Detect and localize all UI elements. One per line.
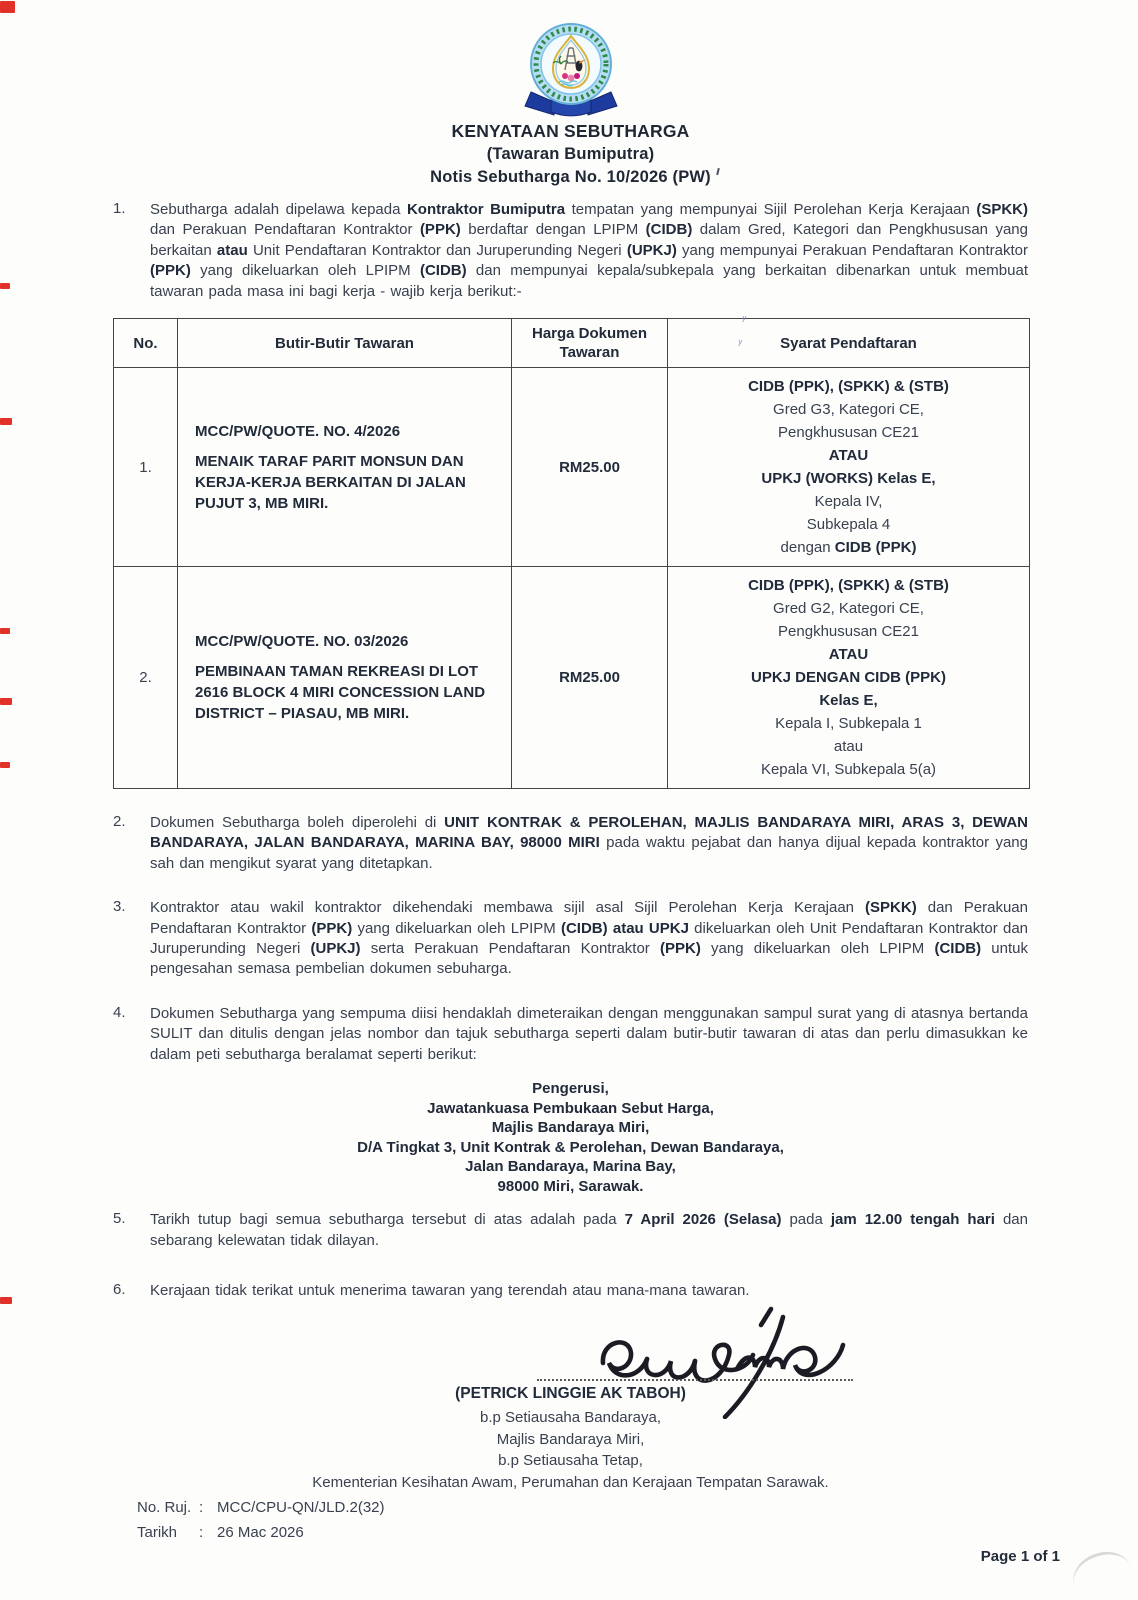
red-edge-mark: [0, 1, 15, 13]
clause-2: [113, 813, 1028, 874]
quote-title: PEMBINAAN TAMAN REKREASI DI LOT 2616 BLOCK 4 MIRI CONCESSION LAND DISTRICT – PIASAU, MB MIRI.: [195, 663, 486, 723]
signatory-titles: [113, 1407, 1028, 1493]
clause-number: 4.: [113, 1003, 126, 1021]
ref-value: MCC/CPU-QN/JLD.2(32): [217, 1499, 385, 1517]
clause-5: [113, 1210, 1028, 1251]
red-edge-mark: [0, 418, 12, 425]
table-header-row: [114, 319, 1030, 368]
clause-6: [113, 1281, 1028, 1301]
clause-number: 1.: [113, 200, 126, 217]
clause-4: [113, 1004, 1028, 1065]
row-syarat: CIDB (PPK), (SPKK) & (STB) Gred G3, Kategori CE, Pengkhususan CE21 ATAU UPKJ (WORKS) Kelas E, Kepala IV, Subkepala 4 dengan CIDB (PPK): [748, 378, 949, 557]
quote-title: MENAIK TARAF PARIT MONSUN DAN KERJA-KERJA BERKAITAN DI JALAN PUJUT 3, MB MIRI.: [195, 452, 466, 512]
red-edge-mark: [0, 628, 10, 634]
scan-artifact: [1067, 1544, 1133, 1590]
signature-block: [113, 1305, 1028, 1491]
address-line: Jalan Bandaraya, Marina Bay,: [465, 1158, 676, 1176]
red-edge-mark: [0, 762, 10, 768]
col-header-no: No.: [114, 319, 178, 368]
clause-text: Kontraktor atau wakil kontraktor dikehendaki membawa sijil asal Sijil Perolehan Kerja Kerajaan (SPKK) dan Perakuan Pendaftaran Kontraktor (PPK) yang dikeluarkan oleh LPIPM (CIDB) atau UPKJ dikeluarkan oleh Unit Pendaftaran Kontraktor dan Juruperunding Negeri (UPKJ) serta Perakuan Pendaftaran Kontraktor (PPK) yang dikeluarkan oleh LPIPM (CIDB) untuk pengesahan semasa pembelian dokumen sebuharga.: [150, 899, 1029, 978]
address-line: Majlis Bandaraya Miri,: [491, 1119, 650, 1137]
row-number: 1.: [114, 368, 178, 567]
submission-address: [113, 1079, 1028, 1196]
clause-number: 3.: [113, 898, 126, 916]
signature-line: [537, 1379, 853, 1381]
row-price: RM25.00: [512, 368, 668, 567]
address-line: D/A Tingkat 3, Unit Kontrak & Perolehan, Dewan Bandaraya,: [357, 1138, 784, 1156]
red-edge-mark: [0, 698, 12, 705]
clause-number: 2.: [113, 813, 126, 831]
red-edge-mark: [0, 1297, 12, 1304]
signatory-title-line: b.p Setiausaha Tetap,: [498, 1452, 643, 1470]
col-header-harga: Harga Dokumen Tawaran: [512, 319, 668, 368]
notice-number: Notis Sebutharga No. 10/2026 (PW): [430, 168, 711, 186]
ref-label: No. Ruj.: [137, 1499, 192, 1517]
majlis-bandaraya-miri-crest-logo: [509, 22, 633, 118]
document-header: [113, 22, 1028, 189]
red-edge-mark: [0, 283, 10, 289]
ink-speck: [716, 168, 720, 175]
clause-number: 5.: [113, 1210, 126, 1228]
col-header-butir: Butir-Butir Tawaran: [178, 319, 512, 368]
clause-number: 6.: [113, 1280, 126, 1298]
quote-ref: MCC/PW/QUOTE. NO. 4/2026: [195, 422, 401, 440]
clause-text: Sebutharga adalah dipelawa kepada Kontraktor Bumiputra tempatan yang mempunyai Sijil Perolehan Kerja Kerajaan (SPKK) dan Perakuan Pendaftaran Kontraktor (PPK) berdaftar dengan LPIPM (CIDB) dalam Gred, Kategori dan Pengkhususan yang berkaitan atau Unit Pendaftaran Kontraktor dan Juruperunding Negeri (UPKJ) yang mempunyai Perakuan Pendaftaran Kontraktor (PPK) yang dikeluarkan oleh LPIPM (CIDB) dan mempunyai kepala/subkepala yang berkaitan dibenarkan untuk membuat tawaran pada masa ini bagi kerja - wajib kerja berikut:-: [150, 201, 1029, 300]
signatory-title-line: Kementerian Kesihatan Awam, Perumahan dan Kerajaan Tempatan Sarawak.: [312, 1473, 829, 1491]
quote-ref: MCC/PW/QUOTE. NO. 03/2026: [195, 633, 409, 651]
col-header-syarat: Syarat Pendaftaran: [668, 319, 1030, 368]
address-line: 98000 Miri, Sarawak.: [497, 1177, 644, 1195]
clause-1: [113, 200, 1028, 302]
table-row: [114, 368, 1030, 567]
date-value: 26 Mac 2026: [217, 1524, 304, 1542]
colon: :: [199, 1499, 204, 1517]
page-subtitle: (Tawaran Bumiputra): [486, 145, 655, 163]
row-butir: [178, 368, 512, 567]
clause-3: [113, 898, 1028, 980]
clause-text: Kerajaan tidak terikat untuk menerima tawaran yang terendah atau mana-mana tawaran.: [150, 1281, 750, 1299]
row-butir: [178, 567, 512, 789]
quotation-table: [113, 318, 1030, 789]
clause-text: Dokumen Sebutharga yang sempuma diisi hendaklah dimeteraikan dengan menggunakan sampul surat yang di atasnya bertanda SULIT dan ditulis dengan jelas nombor dan tajuk sebutharga seperti dalam butir-butir tawaran di atas dan perlu dimasukkan ke dalam peti sebutharga beralamat seperti berikut:: [150, 1004, 1028, 1063]
page-title: KENYATAAN SEBUTHARGA: [451, 121, 690, 141]
address-line: Pengerusi,: [532, 1080, 609, 1098]
row-number: 2.: [114, 567, 178, 789]
clause-text: Dokumen Sebutharga boleh diperolehi di UNIT KONTRAK & PEROLEHAN, MAJLIS BANDARAYA MIRI, ARAS 3, DEWAN BANDARAYA, JALAN BANDARAYA, MARINA BAY, 98000 MIRI pada waktu pejabat dan hanya dijual kepada kontraktor yang sah dan mengikut syarat yang ditetapkan.: [150, 814, 1028, 872]
signatory-title-line: Majlis Bandaraya Miri,: [496, 1430, 645, 1448]
address-line: Jawatankuasa Pembukaan Sebut Harga,: [427, 1099, 714, 1117]
row-price: RM25.00: [512, 567, 668, 789]
document-footer: [137, 1495, 1028, 1545]
ink-speck: ʸ: [742, 314, 746, 326]
reference-number-row: [137, 1495, 1028, 1520]
colon: :: [199, 1524, 204, 1542]
signatory-name: (PETRICK LINGGIE AK TABOH): [455, 1385, 686, 1403]
ink-speck: ʸ: [738, 338, 742, 350]
date-row: [137, 1520, 1028, 1545]
date-label: Tarikh: [137, 1524, 178, 1542]
row-syarat: CIDB (PPK), (SPKK) & (STB) Gred G2, Kategori CE, Pengkhususan CE21 ATAU UPKJ DENGAN CIDB (PPK) Kelas E, Kepala I, Subkepala 1 atau Kepala VI, Subkepala 5(a): [748, 577, 949, 779]
table-row: [114, 567, 1030, 789]
signatory-title-line: b.p Setiausaha Bandaraya,: [480, 1409, 661, 1427]
page-number: Page 1 of 1: [980, 1548, 1060, 1565]
clause-text: Tarikh tutup bagi semua sebutharga tersebut di atas adalah pada 7 April 2026 (Selasa) pada jam 12.00 tengah hari dan sebarang kelewatan tidak dilayan.: [150, 1211, 1028, 1249]
